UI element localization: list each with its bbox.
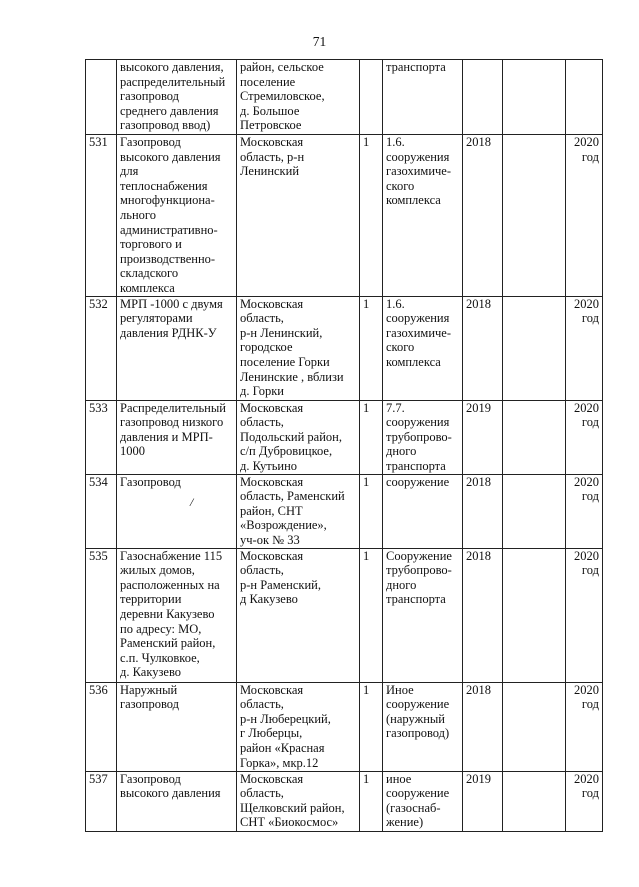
row-number: 533: [86, 400, 117, 474]
object-category: 1.6. сооружения газохимиче- ского комплекса: [383, 135, 463, 297]
row-number: 535: [86, 548, 117, 682]
table-row: [86, 296, 603, 400]
object-category: Сооружение трубопрово- дного транспорта: [383, 548, 463, 682]
object-location: район, сельское поселение Стремиловское, д. Большое Петровское: [237, 60, 360, 135]
object-name: Газопровод: [117, 474, 237, 548]
blank-cell: [503, 400, 566, 474]
object-category: 1.6. сооружения газохимиче- ского комплекса: [383, 296, 463, 400]
stray-pen-mark: /: [190, 495, 194, 509]
start-year: 2019: [463, 400, 503, 474]
blank-cell: [503, 771, 566, 831]
end-year: 2020 год: [566, 682, 603, 771]
start-year: 2018: [463, 474, 503, 548]
object-category: транспорта: [383, 60, 463, 135]
object-quantity: 1: [360, 682, 383, 771]
blank-cell: [503, 548, 566, 682]
object-name: высокого давления, распределительный газопровод среднего давления газопровод ввод): [117, 60, 237, 135]
start-year: 2018: [463, 682, 503, 771]
object-location: Московская область, р-н Ленинский: [237, 135, 360, 297]
object-quantity: 1: [360, 400, 383, 474]
row-number: 534: [86, 474, 117, 548]
object-quantity: 1: [360, 135, 383, 297]
object-name: Наружный газопровод: [117, 682, 237, 771]
end-year: 2020 год: [566, 135, 603, 297]
table-row: [86, 682, 603, 771]
object-name: Распределительный газопровод низкого давления и МРП- 1000: [117, 400, 237, 474]
blank-cell: [503, 682, 566, 771]
row-number: [86, 60, 117, 135]
table-row: [86, 548, 603, 682]
object-location: Московская область, Раменский район, СНТ «Возрождение», уч-ок № 33: [237, 474, 360, 548]
row-number: 536: [86, 682, 117, 771]
table-row: [86, 400, 603, 474]
start-year: [463, 60, 503, 135]
object-name: Газоснабжение 115 жилых домов, расположенных на территории деревни Какузево по адресу: МО, Раменский район, с.п. Чулковкое, д. Какузево: [117, 548, 237, 682]
end-year: 2020 год: [566, 771, 603, 831]
object-quantity: 1: [360, 771, 383, 831]
start-year: 2018: [463, 296, 503, 400]
object-quantity: 1: [360, 296, 383, 400]
object-category: иное сооружение (газоснаб- жение): [383, 771, 463, 831]
blank-cell: [503, 474, 566, 548]
object-name: МРП -1000 с двумя регуляторами давления РДНК-У: [117, 296, 237, 400]
start-year: 2018: [463, 135, 503, 297]
object-location: Московская область, р-н Ленинский, городское поселение Горки Ленинские , вблизи д. Горки: [237, 296, 360, 400]
blank-cell: [503, 296, 566, 400]
object-location: Московская область, Щелковский район, СНТ «Биокосмос»: [237, 771, 360, 831]
object-quantity: 1: [360, 548, 383, 682]
row-number: 537: [86, 771, 117, 831]
start-year: 2018: [463, 548, 503, 682]
end-year: 2020 год: [566, 400, 603, 474]
object-location: Московская область, Подольский район, с/п Дубровицкое, д. Кутьино: [237, 400, 360, 474]
object-name: Газопровод высокого давления: [117, 771, 237, 831]
blank-cell: [503, 135, 566, 297]
object-name: Газопровод высокого давления для теплоснабжения многофункциона- льного административно- торгового и производственно- складского комплекса: [117, 135, 237, 297]
object-category: сооружение: [383, 474, 463, 548]
table-row: [86, 474, 603, 548]
row-number: 532: [86, 296, 117, 400]
end-year: [566, 60, 603, 135]
table-row: [86, 771, 603, 831]
object-quantity: 1: [360, 474, 383, 548]
table-row: [86, 135, 603, 297]
object-location: Московская область, р-н Люберецкий, г Люберцы, район «Красная Горка», мкр.12: [237, 682, 360, 771]
registry-table: [85, 59, 603, 832]
start-year: 2019: [463, 771, 503, 831]
object-category: 7.7. сооружения трубопрово- дного транспорта: [383, 400, 463, 474]
object-location: Московская область, р-н Раменский, д Какузево: [237, 548, 360, 682]
end-year: 2020 год: [566, 548, 603, 682]
end-year: 2020 год: [566, 296, 603, 400]
table-row: [86, 60, 603, 135]
object-quantity: [360, 60, 383, 135]
blank-cell: [503, 60, 566, 135]
end-year: 2020 год: [566, 474, 603, 548]
page-number: 71: [312, 34, 327, 49]
row-number: 531: [86, 135, 117, 297]
object-category: Иное сооружение (наружный газопровод): [383, 682, 463, 771]
